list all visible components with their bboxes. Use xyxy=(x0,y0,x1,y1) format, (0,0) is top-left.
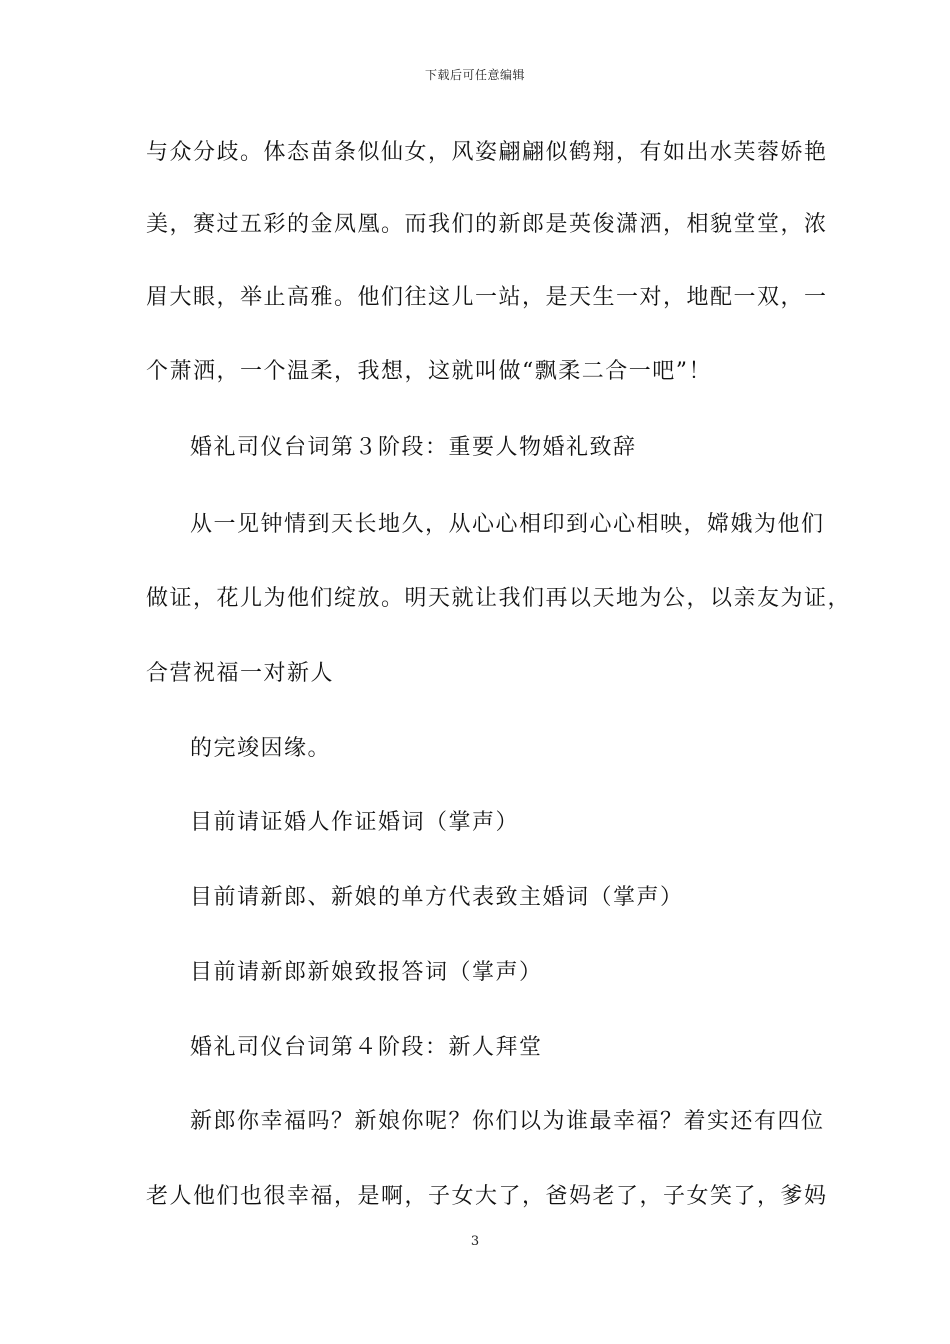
paragraph-line: 新郎你幸福吗？新娘你呢？你们以为谁最幸福？着实还有四位 xyxy=(190,1109,825,1134)
paragraph-line: 目前请新郎新娘致报答词（掌声） xyxy=(190,960,543,985)
page-number: 3 xyxy=(470,1234,480,1249)
paragraph-line: 合营祝福一对新人 xyxy=(146,661,335,686)
page-header: 下载后可任意编辑 xyxy=(424,68,525,82)
paragraph-line: 从一见钟情到天长地久，从心心相印到心心相映，嫦娥为他们 xyxy=(190,512,825,537)
paragraph-line: 做证，花儿为他们绽放。明天就让我们再以天地为公，以亲友为证， xyxy=(146,586,852,611)
paragraph-line: 眉大眼，举止高雅。他们往这儿一站，是天生一对，地配一双，一 xyxy=(146,285,828,310)
paragraph-line: 目前请证婚人作证婚词（掌声） xyxy=(190,810,520,835)
section-heading: 婚礼司仪台词第４阶段：新人拜堂 xyxy=(190,1035,543,1060)
paragraph-line: 目前请新郎、新娘的单方代表致主婚词（掌声） xyxy=(190,885,684,910)
section-heading: 婚礼司仪台词第３阶段：重要人物婚礼致辞 xyxy=(190,435,637,460)
paragraph-line: 的完竣因缘。 xyxy=(190,736,332,761)
paragraph-line: 老人他们也很幸福，是啊，子女大了，爸妈老了，子女笑了，爹妈 xyxy=(146,1184,828,1209)
paragraph-line: 与众分歧。体态苗条似仙女，风姿翩翩似鹤翔，有如出水芙蓉娇艳 xyxy=(146,140,828,165)
paragraph-line: 个萧洒，一个温柔，我想，这就叫做“飘柔二合一吧”！ xyxy=(146,359,712,384)
paragraph-line: 美，赛过五彩的金凤凰。而我们的新郎是英俊潇洒，相貌堂堂，浓 xyxy=(146,212,828,237)
